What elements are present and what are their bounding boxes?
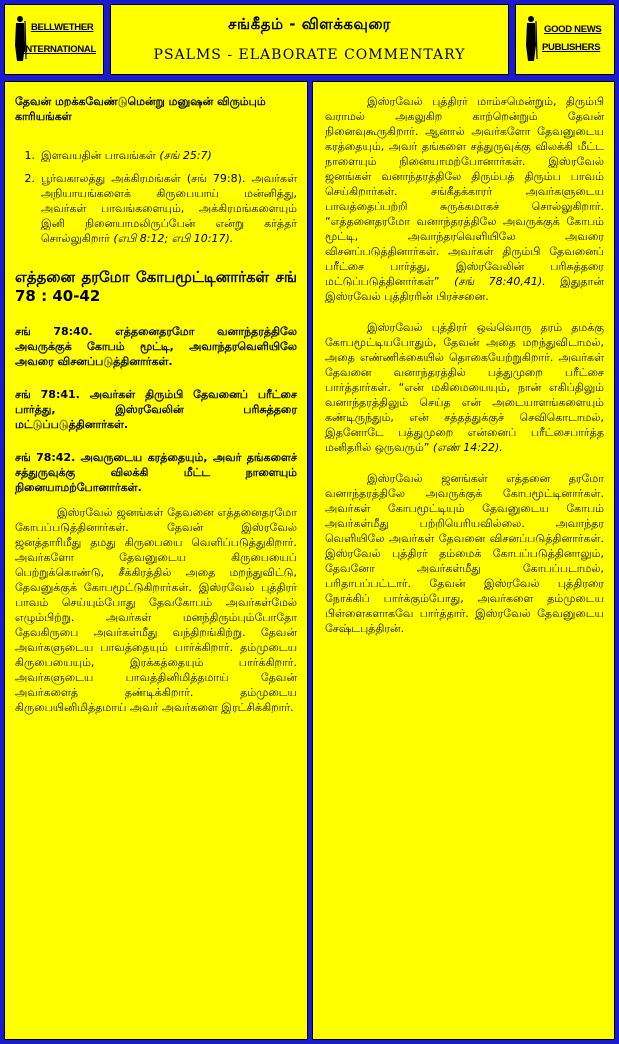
list-text: இளவயதின் பாவங்கள் (41, 149, 160, 162)
shepherd-icon (524, 15, 538, 61)
page-header (110, 4, 509, 75)
bellwether-logo-line1: BELLWETHER (31, 22, 94, 33)
scripture-ref: (சங் 78:40,41). (454, 275, 546, 288)
scripture-ref: (சங் 25:7) (159, 149, 212, 162)
verse-text: சங் 78:42. அவருடைய கரத்தையும், அவர் தங்களைச் சத்துருவுக்கு விலக்கி மீட்ட நாளையும் நினையாமற்போனார்கள். (15, 451, 297, 494)
verse-text: சங் 78:40. எத்தனைதரமோ வனாந்தரத்திலே அவருக்குக் கோபம் மூட்டி, அவாந்தரவெளியிலே அவரை விசனப்படுத்தினார்கள். (15, 325, 297, 368)
verse-text: சங் 78:41. அவர்கள் திரும்பி தேவனைப் பரீட்சை பார்த்து, இஸ்ரவேலின் பரிசுத்தரை மட்டுப்படுத்தினார்கள். (15, 388, 297, 431)
sin-list (15, 148, 297, 246)
body-paragraph: இஸ்ரவேல் புத்திரர் மாம்சமென்றும், திரும்பி வராமல் அகலுகிற காற்றென்றும் தேவன் நினைவுகூருகிறார். ஆனால் அவர்களோ தேவனுடைய கரத்தையும், அவர் தங்களை சத்துருவுக்கு விலக்கி மீட்ட நாளையும் நினையாமற்போனார்கள். இஸ்ரவேல் ஜனங்கள் வனாந்தரத்திலே திரும்பத் திரும்ப பாவம் செய்கிறார்கள். சங்கீதக்காரர் அவர்களுடைய பாவத்தைப்பற்றி சுருக்கமாகச் சொல்லுகிறார். “எத்தனைதரமோ வனாந்தரத்திலே அவருக்குக் கோபம் மூட்டி, அவாந்தரவெளியிலே அவரை விசனப்படுத்தினார்கள். அவர்கள் திரும்பி தேவனைப் பரீட்சை பார்த்து, இஸ்ரவேலின் பரிசுத்தரை மட்டுப்படுத்தினார்கள்” (சங் 78:40,41). இதுதான் இஸ்ரவேல் புத்திரரின் பிரச்சனை. (325, 95, 604, 303)
good-news-logo (515, 4, 615, 75)
list-text: பூர்வகாலத்து அக்கிரமங்கள் (சங் 79:8). அவர்கள் அநியாயங்களைக் கிருபையாய் மன்னித்து, அவர்கள் பாவங்களையும், அக்கிரமங்களையும் இனி நினையாமலிருப்பேன் என்று கர்த்தர் சொல்லுகிறார் (41, 172, 297, 245)
section-heading: தேவன் மறக்கவேண்டுமென்று மனுஷன் விரும்பும் காரியங்கள் (15, 95, 266, 123)
body-paragraph: இஸ்ரவேல் புத்திரர் ஒவ்வொரு தரம் தமக்கு கோபமூட்டியபோதும், தேவன் அதை மறந்துவிடாமல், அதை எண்ணிக்கையில் தொகையேற்றுகிறார். அவர்கள் தேவனை வனாந்தரத்தில் பத்துமுறை பரீட்சை பார்த்தார்கள். “என் மகிமையையும், நான் எகிப்திலும் வனாந்தரத்திலும் செய்த என் அடையாளங்களையும் கண்டிருந்தும், என் சத்தத்துக்குச் செவிகொடாமல், இதனோடே பத்துமுறை என்னைப் பரீட்சைபார்த்த மனிதரில் ஒருவரும்” (எண் 14:22). (325, 321, 604, 454)
good-news-logo-line1: GOOD NEWS (544, 24, 602, 35)
right-column (312, 81, 615, 1040)
list-item (15, 148, 297, 163)
good-news-logo-line2: PUBLISHERS (542, 42, 601, 53)
body-paragraph: இஸ்ரவேல் ஜனங்கள் எத்தனை தரமோ வனாந்தரத்திலே அவருக்குக் கோபமூட்டினார்கள். அவர்கள் கோபமூட்டியும் தேவனுடைய கோபம் அவர்கள்மீது பற்றியெரியவில்லை. அவாந்தர வெளியிலே அவர்கள் தேவனை விசனப்படுத்தினார்கள். இஸ்ரவேல் புத்திரர் தம்மைக் கோபப்படுத்தினாலும், தேவனோ அவர்கள்மீது கோபப்படாமல், பரிதாபப்பட்டார். தேவன் இஸ்ரவேல் புத்திரரை நோக்கிப் பார்க்கும்போது, அவர்களை தம்முடைய பிள்ளைகளாகவே பார்த்தார். இஸ்ரவேல் தேவனுடைய சேஷ்டபுத்திரன். (325, 472, 604, 635)
list-number: 1. (24, 149, 35, 162)
scripture-ref: (எண் 14:22). (432, 441, 503, 454)
scripture-ref: (எபி 8:12; எபி 10:17). (113, 232, 234, 245)
article-title: எத்தனை தரமோ கோபமூட்டினார்கள் சங் 78 : 40-42 (15, 268, 297, 305)
body-paragraph: இஸ்ரவேல் ஜனங்கள் தேவனை எத்தனைதரமோ கோபப்படுத்தினார்கள். தேவன் இஸ்ரவேல் ஜனத்தாரிமீது தமது கிருபையை வெளிப்படுத்துகிறார். அவர்களோ தேவனுடைய கிருபையைப் பெற்றுக்கொண்டு, சீக்கிரத்தில் அதை மறந்துவிட்டு, தேவனுக்குக் கோபமூட்டுகிறார்கள். இஸ்ரவேல் புத்திரர் பாவம் செய்யும்போது தேவகோபம் அவர்கள்மேல் எழும்பிற்று. அவர்கள் மனந்திரும்பும்போதோ தேவகிருபை அவர்கள்மீது வந்திறங்கிற்று. தேவன் அவர்களுடைய பாவத்தையும் பார்க்கிறார். தம்முடைய கிருபையையும், இரக்கத்தையும் பார்க்கிறார். அவர்களுடைய பாவத்தினிமித்தமாய் தேவன் அவர்களைத் தண்டிக்கிறார். தம்முடைய கிருபையினிமித்தமாய் அவர் அவர்களை இரட்சிக்கிறார். (15, 506, 297, 714)
bellwether-logo-line2: INTERNATIONAL (23, 44, 96, 55)
left-column (4, 81, 308, 1040)
page-title-english: PSALMS - ELABORATE COMMENTARY (153, 47, 466, 63)
list-number: 2. (24, 172, 35, 185)
list-item (15, 171, 297, 246)
page-title-tamil: சங்கீதம் - விளக்கவுரை (228, 15, 391, 33)
bellwether-logo (4, 4, 104, 75)
